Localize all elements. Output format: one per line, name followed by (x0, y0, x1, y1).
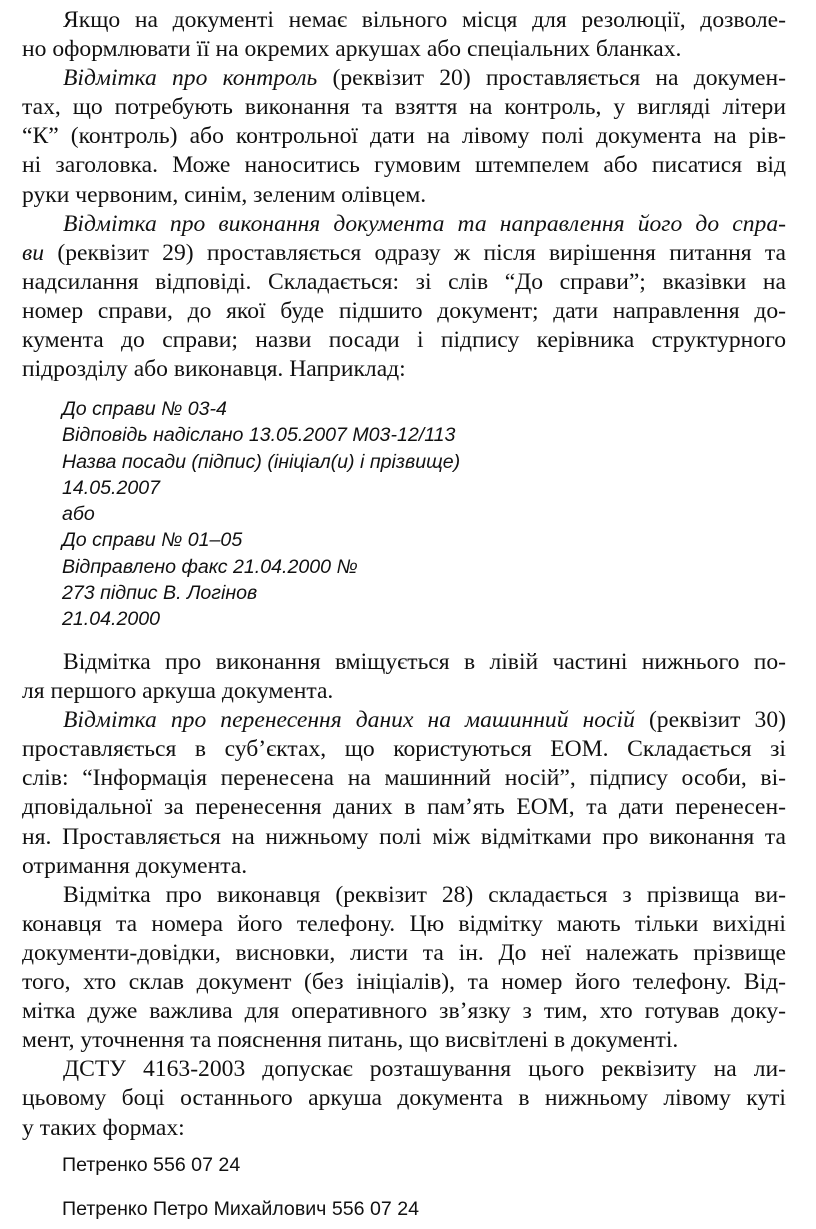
paragraph-line: надсилання відповіді. Складається: зі слів “До справи”; вказівки на (22, 268, 786, 295)
paragraph-line: дповідальної за перенесення даних в пам’ять ЕОМ, та дати перенесен- (22, 794, 786, 821)
paragraph-line (22, 239, 786, 268)
paragraph-line: ня. Проставляється на нижньому полі між відмітками про виконання та (22, 823, 786, 850)
example-line: Назва посади (підпис) (ініціал(и) і прізвище) (62, 450, 461, 473)
body-text-top (22, 6, 786, 384)
term-control-mark: Відмітка про контроль (63, 65, 318, 92)
paragraph-line: у таких формах: (22, 1114, 185, 1141)
paragraph-line: проставляється в суб’єктах, що користуються ЕОМ. Складається зі (22, 736, 786, 763)
paragraph-line: Відмітка про виконавця (реквізит 28) складається з прізвища ви- (63, 881, 786, 908)
example-line: 21.04.2000 (62, 608, 161, 631)
example-block (62, 396, 460, 633)
paragraph-line: “К” (контроль) або контрольної дати на лівому полі документа на рів- (22, 123, 786, 150)
paragraph-line: ні заголовка. Може наноситись гумовим штемпелем або писатися від (22, 152, 786, 179)
body-text-bottom (22, 648, 786, 1143)
paragraph-line: слів: “Інформація перенесена на машинний носій”, підпису особи, ві- (22, 765, 786, 792)
executor-form-short: Петренко 556 07 24 (62, 1154, 241, 1176)
term-data-transfer-mark: Відмітка про перенесення даних на машинний носій (63, 707, 635, 734)
example-line: До справи № 03-4 (62, 398, 227, 420)
example-line: Відправлено факс 21.04.2000 № (62, 555, 358, 578)
example-line: Відповідь надіслано 13.05.2007 М03-12/113 (62, 424, 456, 447)
example-line: 14.05.2007 (62, 476, 161, 499)
example-line: До справи № 01–05 (62, 529, 243, 552)
executor-form-full: Петренко Петро Михайлович 556 07 24 (62, 1198, 420, 1220)
paragraph-text: (реквізит 30) (634, 707, 786, 734)
paragraph-line: Відмітка про виконання вміщується в лівій частині нижнього по- (63, 649, 786, 675)
paragraph-text: (реквізит 20) проставляється на докумен- (317, 65, 786, 92)
paragraph-line: тах, що потребують виконання та взяття на контроль, у вигляді літери (22, 94, 786, 121)
term-execution-mark-end: ви (22, 239, 45, 266)
paragraph-text: (реквізит 29) проставляється одразу ж після вирішення питання та (44, 239, 786, 266)
paragraph-line (22, 706, 786, 735)
paragraph-line: руки червоним, синім, зеленим олівцем. (22, 181, 427, 208)
paragraph-line: кумента до справи; назви посади і підпису керівника структурного (22, 327, 786, 354)
paragraph-line: мітка дуже важлива для оперативного зв’язку з тим, хто готував доку- (22, 998, 786, 1025)
paragraph-line (22, 64, 786, 93)
example-line: або (62, 503, 95, 526)
term-execution-mark: Відмітка про виконання документа та направлення його до спра- (63, 210, 786, 237)
paragraph-line: того, хто склав документ (без ініціалів), та номер його телефону. Від- (22, 969, 786, 996)
paragraph-line: ДСТУ 4163-2003 допускає розташування цього реквізиту на ли- (63, 1056, 786, 1083)
example-line: 273 підпис В. Логінов (62, 582, 258, 605)
paragraph-line: номер справи, до якої буде підшито документ; дати направлення до- (22, 297, 786, 324)
paragraph-line: но оформлювати її на окремих аркушах або спеціальних бланках. (22, 36, 682, 63)
paragraph-line: підрозділу або виконавця. Наприклад: (22, 356, 406, 383)
paragraph-line: ля першого аркуша документа. (22, 678, 334, 705)
paragraph-line: Якщо на документі немає вільного місця для резолюції, дозволе- (63, 7, 786, 33)
paragraph-line: документи-довідки, висновки, листи та ін. До неї належать прізвище (22, 939, 786, 966)
paragraph-line: мент, уточнення та пояснення питань, що висвітлені в документі. (22, 1027, 679, 1054)
paragraph-line: цьовому боці останнього аркуша документа в нижньому лівому куті (22, 1085, 786, 1112)
paragraph-line: отримання документа. (22, 852, 248, 879)
paragraph-line: конавця та номера його телефону. Цю відмітку мають тільки вихідні (22, 910, 786, 937)
